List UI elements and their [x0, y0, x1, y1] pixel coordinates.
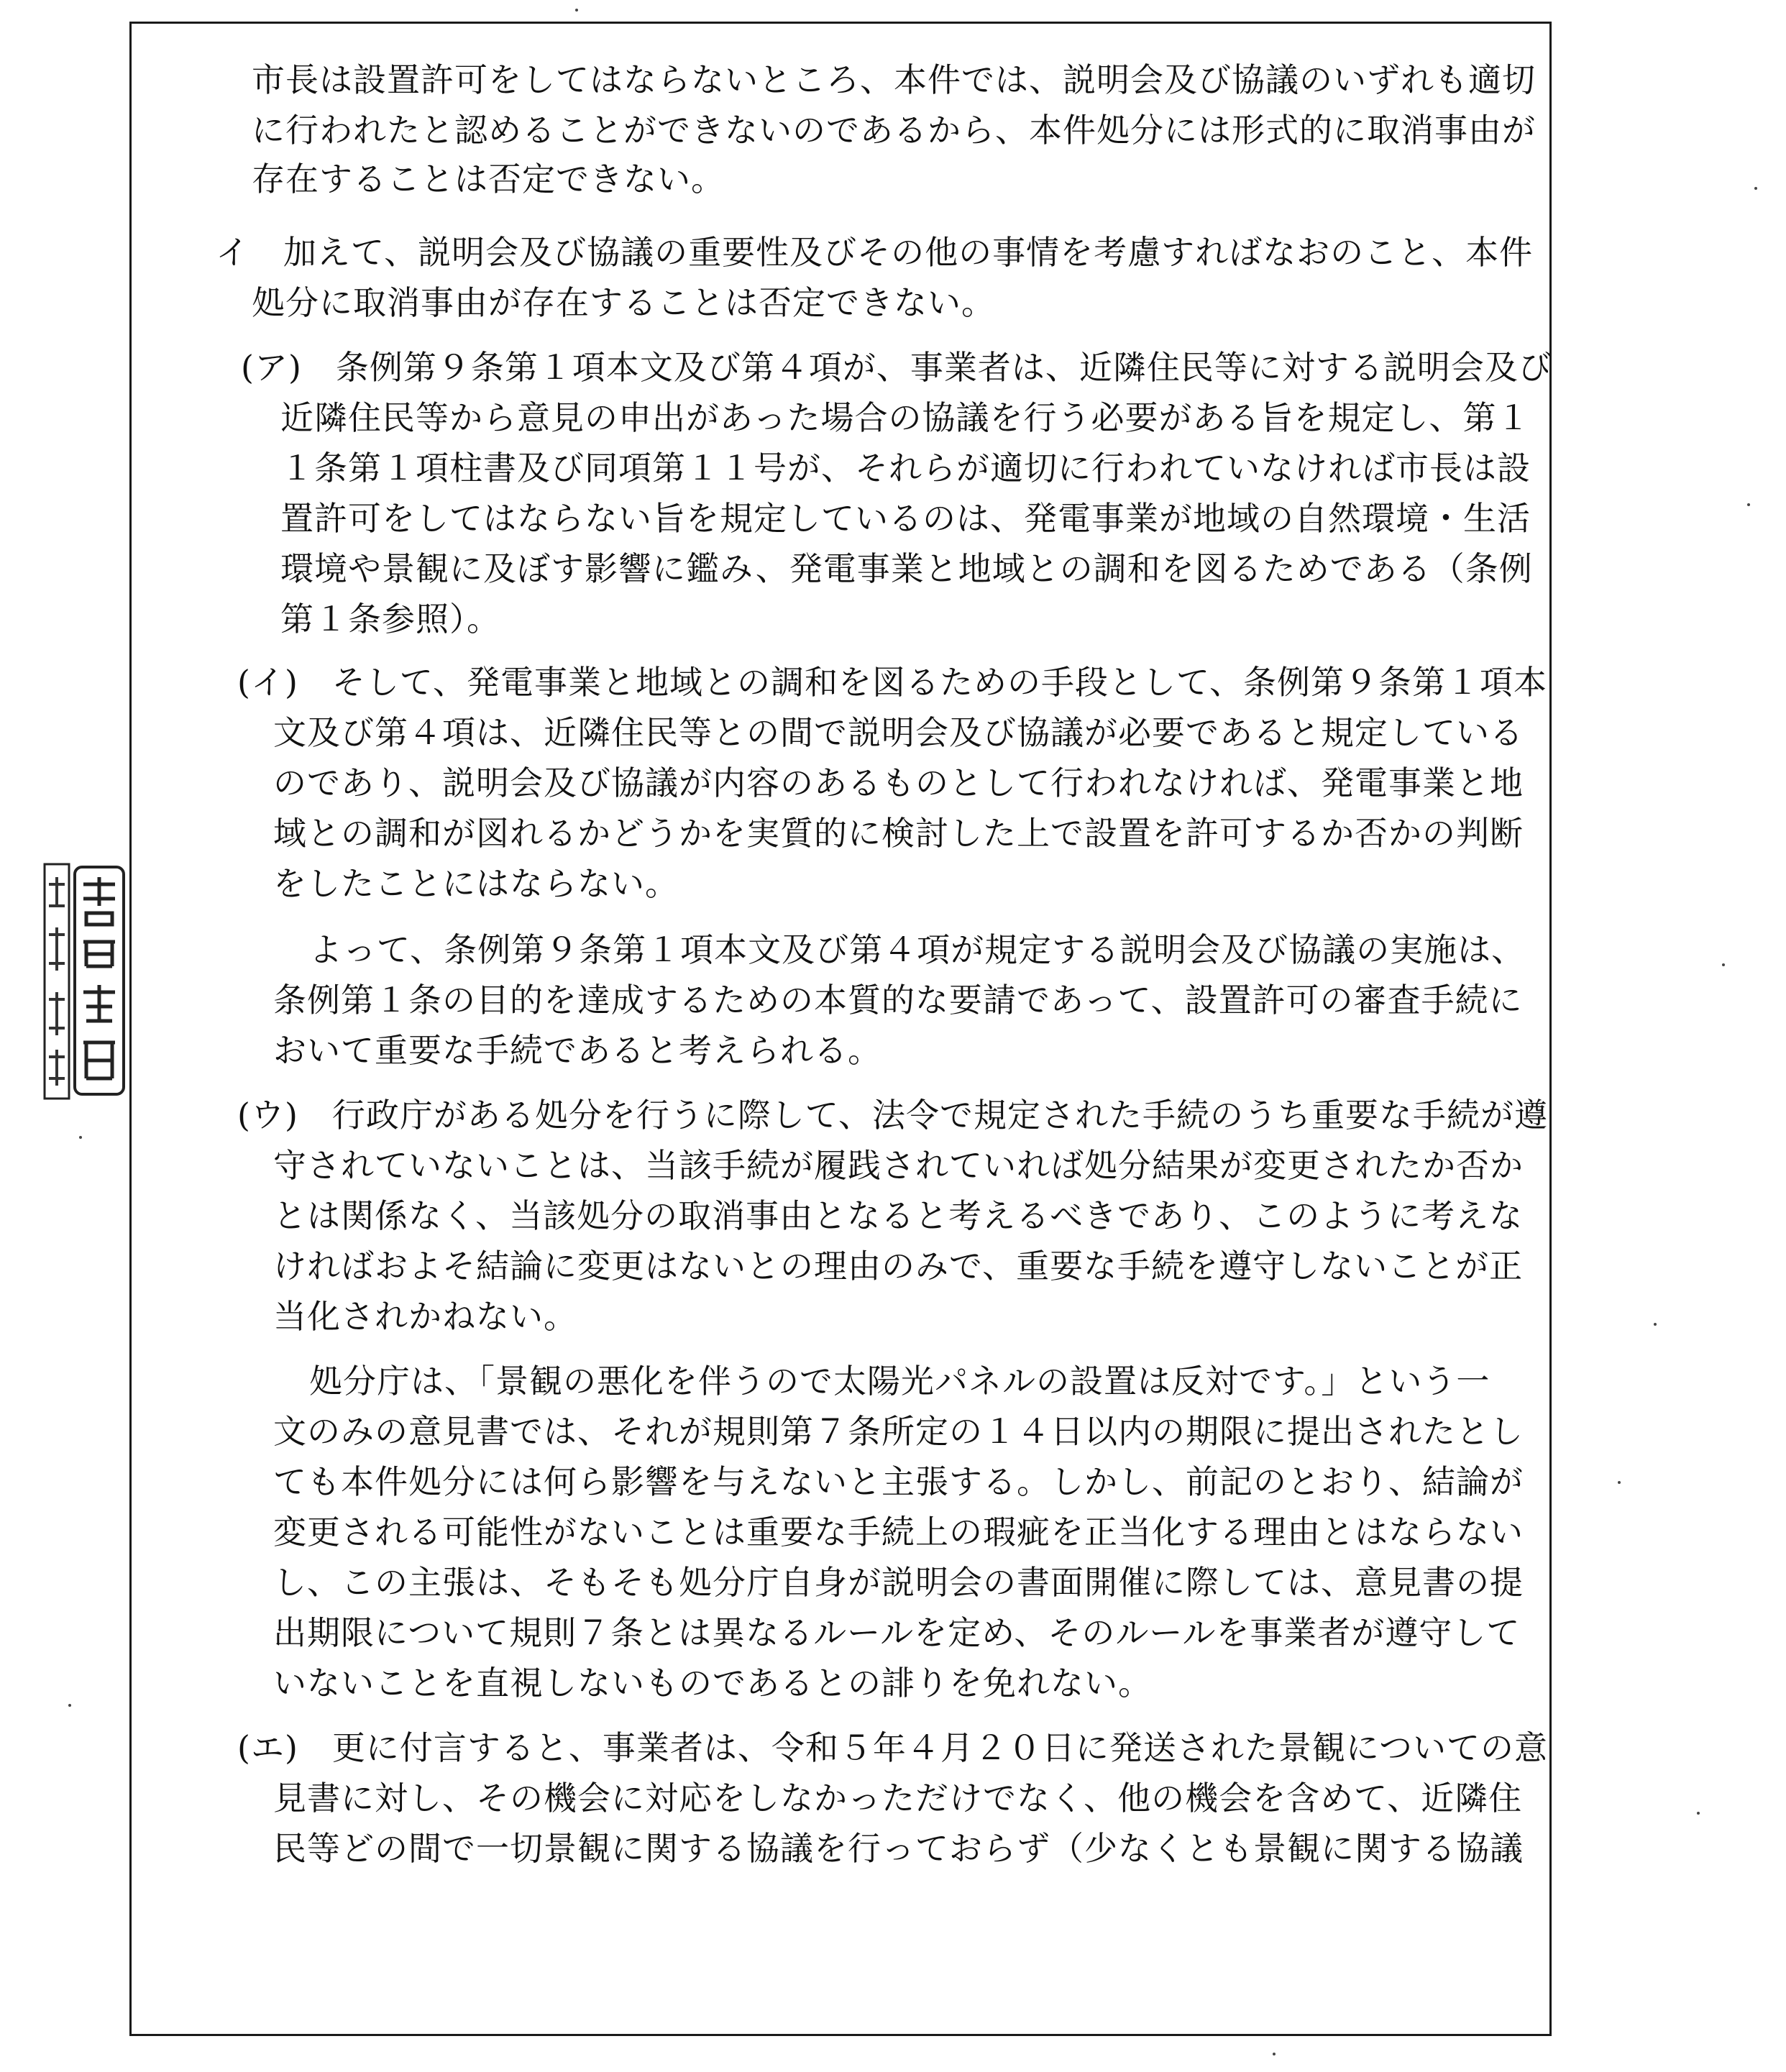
text-line: 守されていないことは、当該手続が履践されていれば処分結果が変更されたか否か — [273, 1146, 1524, 1185]
text-line: (イ) そして、発電事業と地域との調和を図るための手段として、条例第９条第１項本 — [237, 663, 1548, 702]
text-line: 民等どの間で一切景観に関する協議を行っておらず（少なくとも景観に関する協議 — [273, 1829, 1524, 1868]
text-line: 存在することは否定できない。 — [252, 160, 725, 198]
seal-stamp-image — [43, 863, 128, 1100]
text-line: (ア) 条例第９条第１項本文及び第４項が、事業者は、近隣住民等に対する説明会及び — [241, 348, 1552, 387]
scan-speck — [79, 1136, 82, 1139]
text-line: 近隣住民等から意見の申出があった場合の協議を行う必要がある旨を規定し、第１ — [280, 398, 1531, 437]
text-line: 変更される可能性がないことは重要な手続上の瑕疵を正当化する理由とはならない — [273, 1513, 1524, 1551]
text-line: (ウ) 行政庁がある処分を行うに際して、法令で規定された手続のうち重要な手続が遵 — [237, 1096, 1548, 1134]
scan-speck — [1654, 1323, 1657, 1326]
text-line: し、この主張は、そもそも処分庁自身が説明会の書面開催に際しては、意見書の提 — [273, 1563, 1524, 1602]
scan-speck — [1618, 1481, 1621, 1484]
text-line: 文のみの意見書では、それが規則第７条所定の１４日以内の期限に提出されたとし — [273, 1412, 1524, 1451]
text-line: いないことを直視しないものであるとの誹りを免れない。 — [273, 1664, 1152, 1702]
text-line: をしたことにはならない。 — [273, 864, 679, 903]
text-line: よって、条例第９条第１項本文及び第４項が規定する説明会及び協議の実施は、 — [309, 930, 1526, 969]
text-line: 見書に対し、その機会に対応をしなかっただけでなく、他の機会を含めて、近隣住 — [273, 1779, 1523, 1817]
scan-speck — [1754, 187, 1757, 190]
text-line: 第１条参照）。 — [280, 600, 500, 638]
text-line: 環境や景観に及ぼす影響に鑑み、発電事業と地域との調和を図るためである（条例 — [280, 549, 1533, 588]
text-line: 処分庁は、「景観の悪化を伴うので太陽光パネルの設置は反対です。」という一 — [309, 1362, 1490, 1401]
scan-speck — [575, 9, 578, 12]
text-line: に行われたと認めることができないのであるから、本件処分には形式的に取消事由が — [252, 111, 1536, 150]
text-line: イ 加えて、説明会及び協議の重要性及びその他の事情を考慮すればなおのこと、本件 — [216, 233, 1534, 272]
text-line: ても本件処分には何ら影響を与えないと主張する。しかし、前記のとおり、結論が — [273, 1462, 1524, 1501]
text-line: おいて重要な手続であると考えられる。 — [273, 1031, 881, 1070]
scan-speck — [1747, 503, 1750, 506]
text-line: 条例第１条の目的を達成するための本質的な要請であって、設置許可の審査手続に — [273, 981, 1523, 1019]
scan-speck — [1697, 1812, 1700, 1815]
text-line: 処分に取消事由が存在することは否定できない。 — [252, 283, 995, 322]
text-line: 出期限について規則７条とは異なるルールを定め、そのルールを事業者が遵守して — [273, 1613, 1521, 1652]
text-line: ければおよそ結論に変更はないとの理由のみで、重要な手続を遵守しないことが正 — [273, 1247, 1524, 1285]
text-line: (エ) 更に付言すると、事業者は、令和５年４月２０日に発送された景観についての意 — [237, 1728, 1548, 1767]
text-line: 域との調和が図れるかどうかを実質的に検討した上で設置を許可するか否かの判断 — [273, 814, 1524, 853]
scan-speck — [1273, 2053, 1276, 2055]
scan-speck — [1722, 963, 1725, 966]
text-line: １条第１項柱書及び同項第１１号が、それらが適切に行われていなければ市長は設 — [280, 449, 1531, 487]
text-line: 当化されかねない。 — [273, 1297, 577, 1336]
scan-speck — [68, 1704, 71, 1707]
text-line: 文及び第４項は、近隣住民等との間で説明会及び協議が必要であると規定している — [273, 713, 1524, 752]
text-line: とは関係なく、当該処分の取消事由となると考えるべきであり、このように考えな — [273, 1196, 1524, 1235]
text-line: のであり、説明会及び協議が内容のあるものとして行われなければ、発電事業と地 — [273, 764, 1524, 802]
text-line: 市長は設置許可をしてはならないところ、本件では、説明会及び協議のいずれも適切 — [252, 60, 1536, 99]
text-line: 置許可をしてはならない旨を規定しているのは、発電事業が地域の自然環境・生活 — [280, 499, 1531, 538]
